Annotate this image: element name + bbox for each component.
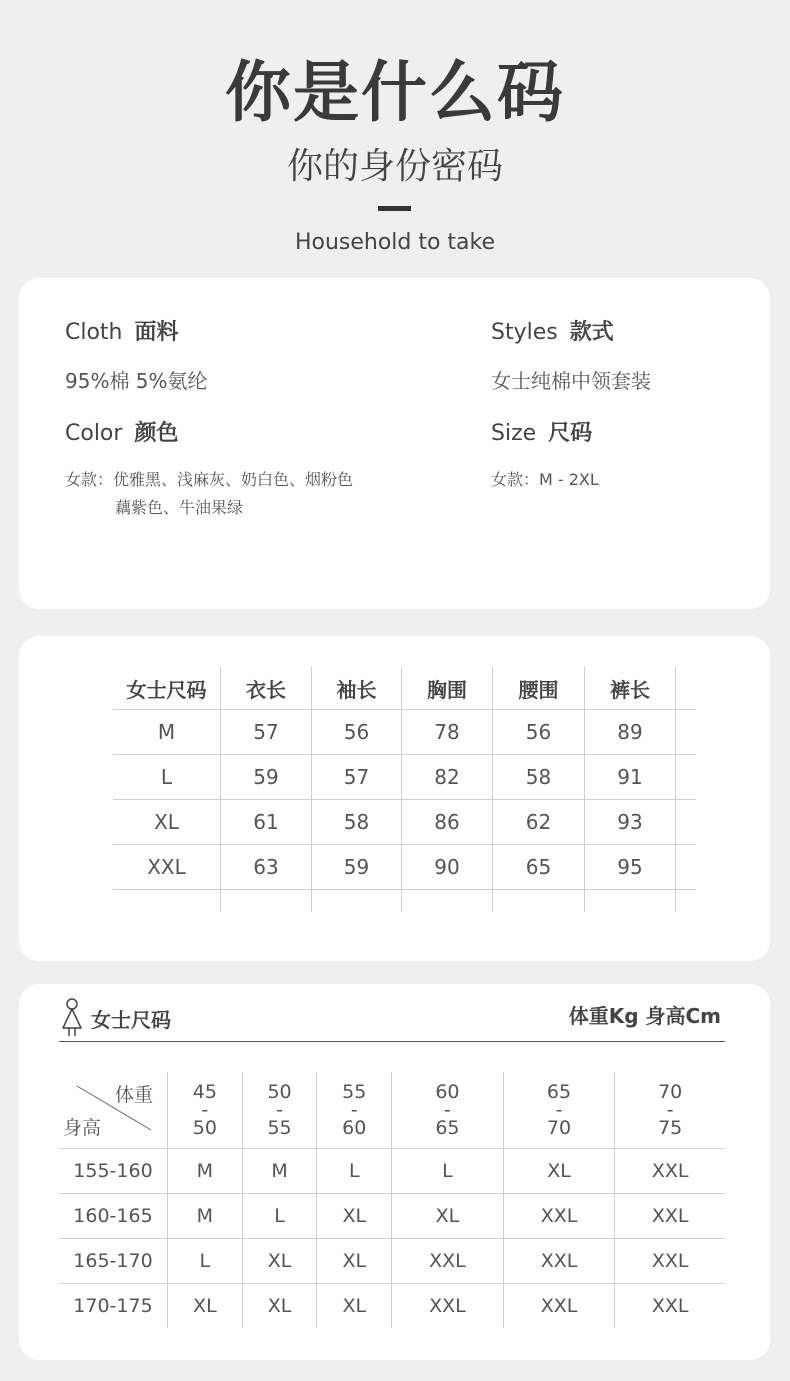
corner-height-label: 身高 — [63, 1117, 102, 1139]
weight-to: 55 — [267, 1117, 292, 1139]
size-cell: XL — [113, 800, 221, 845]
weight-to: 75 — [658, 1117, 683, 1139]
size-cell: M — [113, 710, 221, 755]
size-cell: XXL — [392, 1239, 504, 1284]
size-cell: M — [168, 1149, 243, 1194]
value-cell: 56 — [493, 710, 585, 755]
styles-heading — [491, 318, 614, 348]
size-cell: L — [168, 1239, 243, 1284]
size-cell: L — [392, 1149, 504, 1194]
corner-weight-label: 体重 — [114, 1084, 153, 1106]
size-cell: XXL — [503, 1284, 615, 1329]
size-cell: XL — [392, 1194, 504, 1239]
weight-from: 50 — [267, 1081, 292, 1103]
size-cell: XXL — [615, 1149, 725, 1194]
header-pants-length: 裤长 — [585, 667, 676, 710]
size-cell: M — [242, 1149, 317, 1194]
color-value-line1: 女款：优雅黑、浅麻灰、奶白色、烟粉色 — [65, 470, 354, 489]
size-cell: XL — [317, 1239, 392, 1284]
measurement-header-row — [113, 667, 696, 710]
weight-from: 45 — [192, 1081, 217, 1103]
spacer-cell — [676, 710, 697, 755]
blank-row — [113, 890, 696, 913]
value-cell: 65 — [493, 845, 585, 890]
value-cell: 57 — [312, 755, 402, 800]
size-cell: XL — [317, 1194, 392, 1239]
header-sleeve: 袖长 — [312, 667, 402, 710]
size-cell: L — [317, 1149, 392, 1194]
weight-from: 70 — [658, 1081, 683, 1103]
value-cell: 56 — [312, 710, 402, 755]
measurement-card — [19, 636, 770, 961]
size-cell: M — [168, 1194, 243, 1239]
size-cell: XXL — [113, 845, 221, 890]
spacer-cell — [676, 845, 697, 890]
weight-range-cell — [503, 1072, 615, 1149]
weight-range-cell — [392, 1072, 504, 1149]
height-cell: 170-175 — [59, 1284, 168, 1329]
weight-from: 55 — [342, 1081, 367, 1103]
product-info-card — [19, 278, 770, 609]
size-value: 女款：M - 2XL — [491, 470, 599, 489]
title-divider — [378, 206, 411, 211]
value-cell: 93 — [585, 800, 676, 845]
range-dash: - — [350, 1099, 358, 1121]
color-value-line2: 藕紫色、牛油果绿 — [115, 498, 244, 517]
size-cell: L — [242, 1194, 317, 1239]
size-cell: XXL — [503, 1239, 615, 1284]
value-cell: 78 — [402, 710, 493, 755]
height-cell: 160-165 — [59, 1194, 168, 1239]
cloth-value: 95%棉 5%氨纶 — [65, 369, 208, 393]
table-row — [59, 1149, 725, 1194]
cloth-heading-zh: 面料 — [134, 320, 179, 345]
height-cell: 155-160 — [59, 1149, 168, 1194]
range-dash: - — [555, 1099, 563, 1121]
range-dash: - — [201, 1099, 209, 1121]
size-cell: XL — [168, 1284, 243, 1329]
size-recommendation-table — [59, 1072, 725, 1328]
weight-to: 65 — [435, 1117, 460, 1139]
table-row — [59, 1284, 725, 1329]
range-dash: - — [276, 1099, 283, 1121]
value-cell: 61 — [221, 800, 312, 845]
cloth-heading — [65, 318, 179, 348]
header-bust: 胸围 — [402, 667, 493, 710]
weight-to: 70 — [546, 1117, 572, 1139]
table-row — [59, 1194, 725, 1239]
table-row — [113, 800, 696, 845]
female-figure-icon — [61, 998, 83, 1042]
table-row — [113, 845, 696, 890]
color-heading-en: Color — [65, 421, 123, 446]
value-cell: 63 — [221, 845, 312, 890]
header-size: 女士尺码 — [113, 667, 221, 710]
header-length: 衣长 — [221, 667, 312, 710]
table-row — [59, 1239, 725, 1284]
color-heading — [65, 419, 178, 449]
styles-value: 女士纯棉中领套装 — [491, 369, 651, 393]
weight-from: 65 — [546, 1081, 572, 1103]
size-cell: XL — [242, 1284, 317, 1329]
size-cell: XL — [503, 1149, 615, 1194]
styles-heading-zh: 款式 — [569, 320, 614, 345]
cloth-heading-en: Cloth — [65, 320, 123, 345]
value-cell: 58 — [312, 800, 402, 845]
size-cell: XL — [317, 1284, 392, 1329]
range-dash: - — [443, 1099, 451, 1121]
size-cell: XL — [242, 1239, 317, 1284]
weight-range-cell — [242, 1072, 317, 1149]
value-cell: 62 — [493, 800, 585, 845]
table-row — [113, 710, 696, 755]
weight-range-cell — [317, 1072, 392, 1149]
size-recommendation-card — [19, 984, 770, 1360]
size-cell: XXL — [651, 1295, 689, 1317]
color-heading-zh: 颜色 — [134, 421, 179, 446]
weight-header-row — [59, 1072, 725, 1149]
range-dash: - — [666, 1099, 674, 1121]
value-cell: 82 — [402, 755, 493, 800]
weight-from: 60 — [435, 1081, 460, 1103]
value-cell: 95 — [585, 845, 676, 890]
styles-heading-en: Styles — [491, 320, 558, 345]
value-cell: 91 — [585, 755, 676, 800]
value-cell: 59 — [221, 755, 312, 800]
measurement-table — [113, 667, 696, 912]
size-heading — [491, 419, 592, 449]
spacer-cell — [676, 755, 697, 800]
value-cell: 86 — [402, 800, 493, 845]
value-cell: 90 — [402, 845, 493, 890]
page-subtitle: 你的身份密码 — [286, 146, 503, 187]
size-cell: XXL — [615, 1239, 725, 1284]
value-cell: 58 — [493, 755, 585, 800]
units-label: 体重Kg 身高Cm — [568, 1004, 721, 1028]
size-heading-zh: 尺码 — [548, 421, 593, 446]
weight-to: 60 — [342, 1117, 367, 1139]
value-cell: 89 — [585, 710, 676, 755]
page-title: 你是什么码 — [225, 54, 565, 131]
header-waist: 腰围 — [493, 667, 585, 710]
size-cell: L — [113, 755, 221, 800]
corner-cell — [59, 1072, 168, 1149]
value-cell: 59 — [312, 845, 402, 890]
english-subtitle: Household to take — [294, 230, 496, 255]
table-row — [113, 755, 696, 800]
size-cell: XXL — [615, 1194, 725, 1239]
size-heading-en: Size — [491, 421, 537, 446]
height-cell: 165-170 — [59, 1239, 168, 1284]
recommendation-title: 女士尺码 — [91, 1008, 171, 1032]
weight-to: 50 — [192, 1117, 217, 1139]
heading-rule — [59, 1041, 725, 1042]
header-spacer — [676, 667, 697, 710]
weight-range-cell — [615, 1072, 725, 1149]
spacer-cell — [676, 800, 697, 845]
weight-range-cell — [168, 1072, 243, 1149]
size-cell: XXL — [503, 1194, 615, 1239]
value-cell: 57 — [221, 710, 312, 755]
size-cell: XXL — [392, 1284, 504, 1329]
recommendation-heading — [61, 998, 361, 1042]
